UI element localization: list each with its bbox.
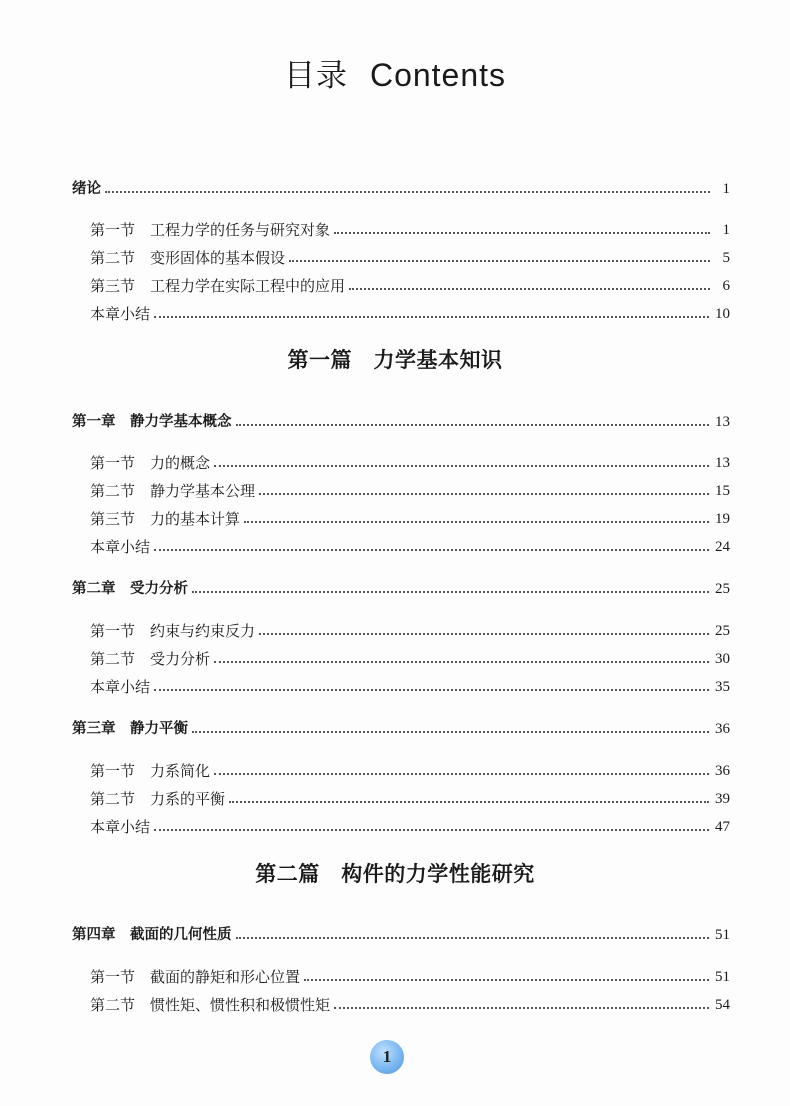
toc-page-number: 51 <box>715 969 730 985</box>
toc-section-entry[interactable] <box>90 674 730 696</box>
page-title <box>0 50 790 95</box>
toc-page-number: 54 <box>715 997 730 1013</box>
toc-section-entry[interactable] <box>90 964 730 986</box>
dot-leader <box>334 1007 709 1009</box>
dot-leader <box>105 191 710 193</box>
toc-page-number: 35 <box>715 679 730 695</box>
toc-entry-label: 第三章 静力平衡 <box>72 720 188 737</box>
dot-leader <box>259 633 709 635</box>
toc-page-number: 24 <box>715 539 730 555</box>
toc-entry-label: 第二章 受力分析 <box>72 580 188 597</box>
toc-page-number: 5 <box>722 250 730 266</box>
toc-entry-label: 第二节 惯性矩、惯性积和极惯性矩 <box>90 996 331 1014</box>
dot-leader <box>236 937 710 939</box>
toc-entry-label: 本章小结 <box>90 818 151 836</box>
toc-entry-label: 第一节 力的概念 <box>90 454 211 472</box>
toc-entry-label: 第一节 力系简化 <box>90 762 211 780</box>
toc-page-number: 13 <box>715 455 730 471</box>
toc-section-entry[interactable] <box>90 301 730 323</box>
toc-page-number: 30 <box>715 651 730 667</box>
dot-leader <box>214 661 709 663</box>
part-heading: 第二篇 构件的力学性能研究 <box>255 862 535 886</box>
dot-leader <box>154 829 709 831</box>
toc-page-number: 25 <box>715 581 730 597</box>
toc-section-entry[interactable] <box>90 217 730 239</box>
toc-section-entry[interactable] <box>90 478 730 500</box>
dot-leader <box>289 260 710 262</box>
dot-leader <box>154 549 709 551</box>
toc-entry-label: 本章小结 <box>90 305 151 323</box>
dot-leader <box>304 979 709 981</box>
toc-entry-label: 第一节 截面的静矩和形心位置 <box>90 968 301 986</box>
dot-leader <box>334 232 710 234</box>
toc-page-number: 15 <box>715 483 730 499</box>
dot-leader <box>259 493 709 495</box>
toc-page-number: 13 <box>715 414 730 430</box>
toc-chapter-entry[interactable] <box>72 716 730 738</box>
toc-entry-label: 本章小结 <box>90 678 151 696</box>
toc-section-entry[interactable] <box>90 245 730 267</box>
toc-entry-label: 绪论 <box>72 180 101 197</box>
dot-leader <box>349 288 710 290</box>
toc-page-number: 36 <box>715 721 730 737</box>
toc-section-entry[interactable] <box>90 786 730 808</box>
toc-section-entry[interactable] <box>90 758 730 780</box>
toc-section-entry[interactable] <box>90 534 730 556</box>
toc-entry-label: 第二节 静力学基本公理 <box>90 482 256 500</box>
toc-section-entry[interactable] <box>90 506 730 528</box>
dot-leader <box>236 424 710 426</box>
title-english: Contents <box>369 57 507 93</box>
toc-page-number: 1 <box>722 181 730 197</box>
toc-entry-label: 第一节 工程力学的任务与研究对象 <box>90 221 331 239</box>
toc-page-number: 47 <box>715 819 730 835</box>
toc-section-entry[interactable] <box>90 992 730 1014</box>
page-number-badge <box>370 1040 404 1074</box>
toc-entry-label: 第三节 力的基本计算 <box>90 510 241 528</box>
toc-section-entry[interactable] <box>90 646 730 668</box>
toc-entry-label: 第二节 受力分析 <box>90 650 211 668</box>
toc-page-number: 6 <box>722 278 730 294</box>
dot-leader <box>192 731 709 733</box>
page-number: 1 <box>382 1047 392 1066</box>
toc-page-number: 10 <box>715 306 730 322</box>
part-heading: 第一篇 力学基本知识 <box>287 348 503 372</box>
toc-section-entry[interactable] <box>90 814 730 836</box>
toc-section-entry[interactable] <box>90 273 730 295</box>
dot-leader <box>154 316 709 318</box>
toc-page-number: 39 <box>715 791 730 807</box>
dot-leader <box>214 465 709 467</box>
toc-section-entry[interactable] <box>90 450 730 472</box>
toc-entry-label: 第三节 工程力学在实际工程中的应用 <box>90 277 346 295</box>
toc-chapter-entry[interactable] <box>72 922 730 944</box>
toc-entry-label: 第二节 变形固体的基本假设 <box>90 249 286 267</box>
toc-page-number: 51 <box>715 927 730 943</box>
toc-page-number: 1 <box>722 222 730 238</box>
dot-leader <box>214 773 709 775</box>
toc-section-entry[interactable] <box>90 618 730 640</box>
dot-leader <box>192 591 709 593</box>
toc-chapter-entry[interactable] <box>72 576 730 598</box>
dot-leader <box>244 521 709 523</box>
dot-leader <box>229 801 709 803</box>
dot-leader <box>154 689 709 691</box>
toc-page-number: 36 <box>715 763 730 779</box>
toc-page-number: 25 <box>715 623 730 639</box>
toc-entry-label: 第四章 截面的几何性质 <box>72 926 232 943</box>
toc-entry-label: 本章小结 <box>90 538 151 556</box>
toc-page-number: 19 <box>715 511 730 527</box>
toc-entry-label: 第二节 力系的平衡 <box>90 790 226 808</box>
title-chinese: 目录 <box>283 58 348 94</box>
toc-entry-label: 第一章 静力学基本概念 <box>72 413 232 430</box>
toc-chapter-entry[interactable] <box>72 176 730 198</box>
toc-chapter-entry[interactable] <box>72 409 730 431</box>
toc-entry-label: 第一节 约束与约束反力 <box>90 622 256 640</box>
